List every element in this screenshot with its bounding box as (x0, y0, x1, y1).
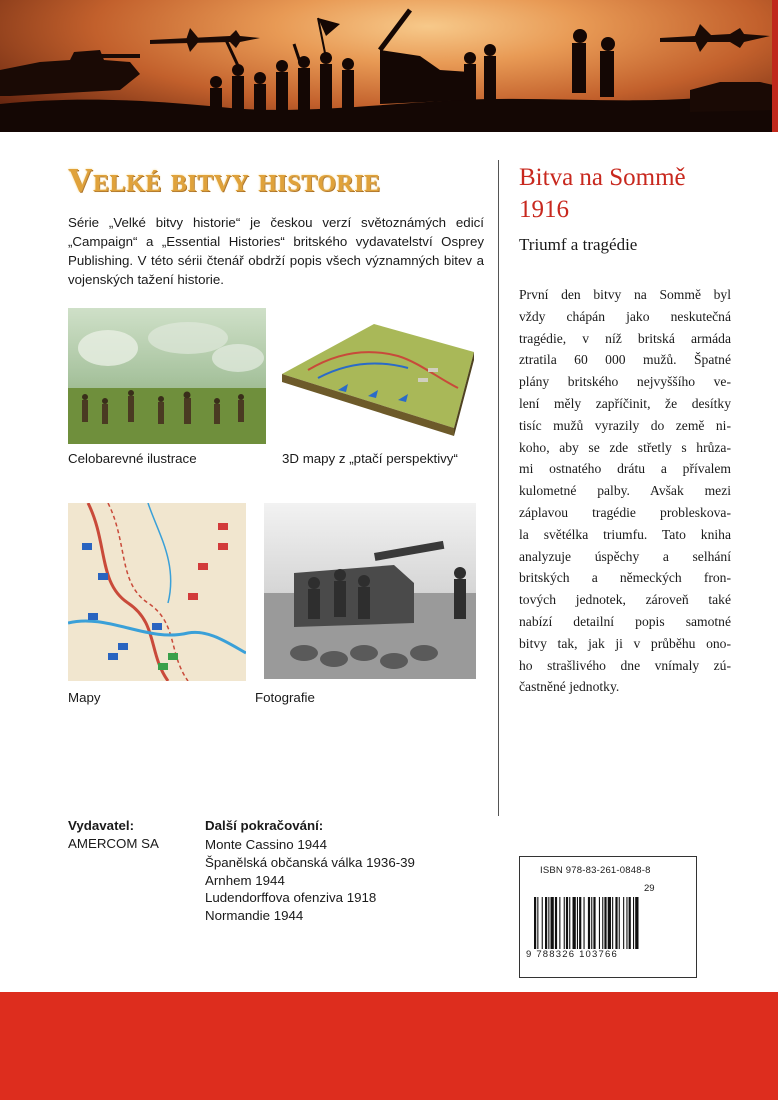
barcode-digits: 9 788326 103766 (526, 949, 618, 960)
barcode-bar (566, 897, 568, 949)
description-line: ho strašlivého dne vnímaly zú- (519, 657, 731, 673)
barcode-addon: 29 (644, 883, 655, 894)
description-line: koho, aby se zde střetly s hrůza- (519, 439, 731, 455)
barcode-bar (537, 897, 538, 949)
barcode-bar (545, 897, 547, 949)
barcode-bar (619, 897, 620, 949)
publisher-name: AMERCOM SA (68, 836, 159, 851)
barcode-bar (564, 897, 565, 949)
photograph-thumbnail (264, 503, 476, 679)
barcode-bar (559, 897, 560, 949)
barcode-bar (604, 897, 606, 949)
barcode-bar (579, 897, 581, 949)
map-thumbnail (68, 503, 246, 681)
barcode-bar (542, 897, 543, 949)
book-title-line-2: 1916 (519, 196, 569, 223)
barcode-bar (551, 897, 554, 949)
next-volumes-label: Další pokračování: (205, 818, 324, 833)
description-line: ztratila 60 000 mužů. Špatné (519, 352, 731, 368)
barcode-bar (584, 897, 585, 949)
illustration-thumbnail (68, 308, 266, 444)
description-line: tových jednotek, zároveň také (519, 592, 731, 608)
header-banner (0, 0, 778, 132)
barcode-bar (591, 897, 592, 949)
description-line: lení měly zapříčinit, že desítky (519, 395, 731, 411)
barcode-bar (623, 897, 624, 949)
column-divider (498, 160, 499, 816)
series-title: Velké bitvy historie (68, 162, 381, 199)
barcode-box (519, 856, 697, 978)
barcode-bar (612, 897, 613, 949)
barcode-bar (615, 897, 617, 949)
description-line: tisíc mužů vyrazily do země ni- (519, 417, 731, 433)
barcode-bar (635, 897, 638, 949)
book-title (519, 162, 686, 226)
barcode-bar (593, 897, 595, 949)
book-title-line-1: Bitva na Sommě (519, 164, 686, 191)
caption-illustration: Celobarevné ilustrace (68, 451, 197, 466)
3d-map-thumbnail (278, 308, 476, 444)
description-line: První den bitvy na Sommě byl (519, 287, 731, 302)
barcode-bar (534, 897, 536, 949)
list-item: Monte Cassino 1944 (205, 837, 327, 852)
description-line: tragédie, v níž britská armáda (519, 330, 731, 346)
description-line: častněné jednotky. (519, 679, 620, 695)
list-item: Španělská občanská válka 1936-39 (205, 854, 415, 870)
barcode-bar (577, 897, 578, 949)
barcode-bar (569, 897, 570, 949)
description-line: bitvy tak, jak ji v průběhu ono- (519, 635, 731, 651)
book-subtitle: Triumf a tragédie (519, 235, 638, 254)
description-line: nabízí detailní popis samotné (519, 613, 731, 629)
list-item: Ludendorffova ofenziva 1918 (205, 890, 377, 906)
barcode-bar (629, 897, 631, 949)
barcode-bar (573, 897, 576, 949)
barcode-bar (599, 897, 600, 949)
next-volumes-list (205, 836, 415, 925)
description-line: vždy chápán jako neskutečná (519, 308, 731, 324)
description-line: mi ostnatého drátu a přívalem (519, 461, 731, 477)
footer-bar (0, 992, 778, 1100)
description-line: la světélka triumfu. Tato kniha (519, 526, 731, 542)
barcode-bar (555, 897, 557, 949)
series-intro: Série „Velké bitvy historie“ je českou verzí světoznámých edicí „Campaign“ a „Essential Histories“ britského vydavatelství Osprey Publishing. V této sérii čtenář obdrží popis všech významných bitev a vojenských tažení historie. (68, 215, 484, 287)
barcode-bars (534, 897, 682, 949)
barcode-bar (608, 897, 611, 949)
barcode-bar (626, 897, 627, 949)
description-line: britských a německých fron- (519, 570, 731, 586)
caption-maps: Mapy (68, 690, 101, 705)
isbn-text: ISBN 978-83-261-0848-8 (540, 865, 651, 876)
description-line: plány britského nejvyššího ve- (519, 374, 731, 390)
battle-silhouette-image (0, 0, 778, 132)
barcode-bar (602, 897, 603, 949)
description-line: analyzuje úspěchy a selhání (519, 548, 731, 564)
list-item: Arnhem 1944 (205, 872, 285, 888)
description-line: kulometné palby. Avšak mezi (519, 483, 731, 499)
caption-photos: Fotografie (255, 690, 315, 705)
barcode-bar (588, 897, 590, 949)
list-item: Normandie 1944 (205, 908, 304, 924)
description-line: záplavou tragédie probleskova- (519, 504, 731, 520)
barcode-bar (548, 897, 549, 949)
publisher-label: Vydavatel: (68, 818, 135, 833)
barcode-bar (633, 897, 634, 949)
banner-edge-strip (772, 0, 778, 132)
book-description (519, 284, 731, 698)
caption-3d-maps: 3D mapy z „ptačí perspektivy“ (282, 451, 458, 466)
